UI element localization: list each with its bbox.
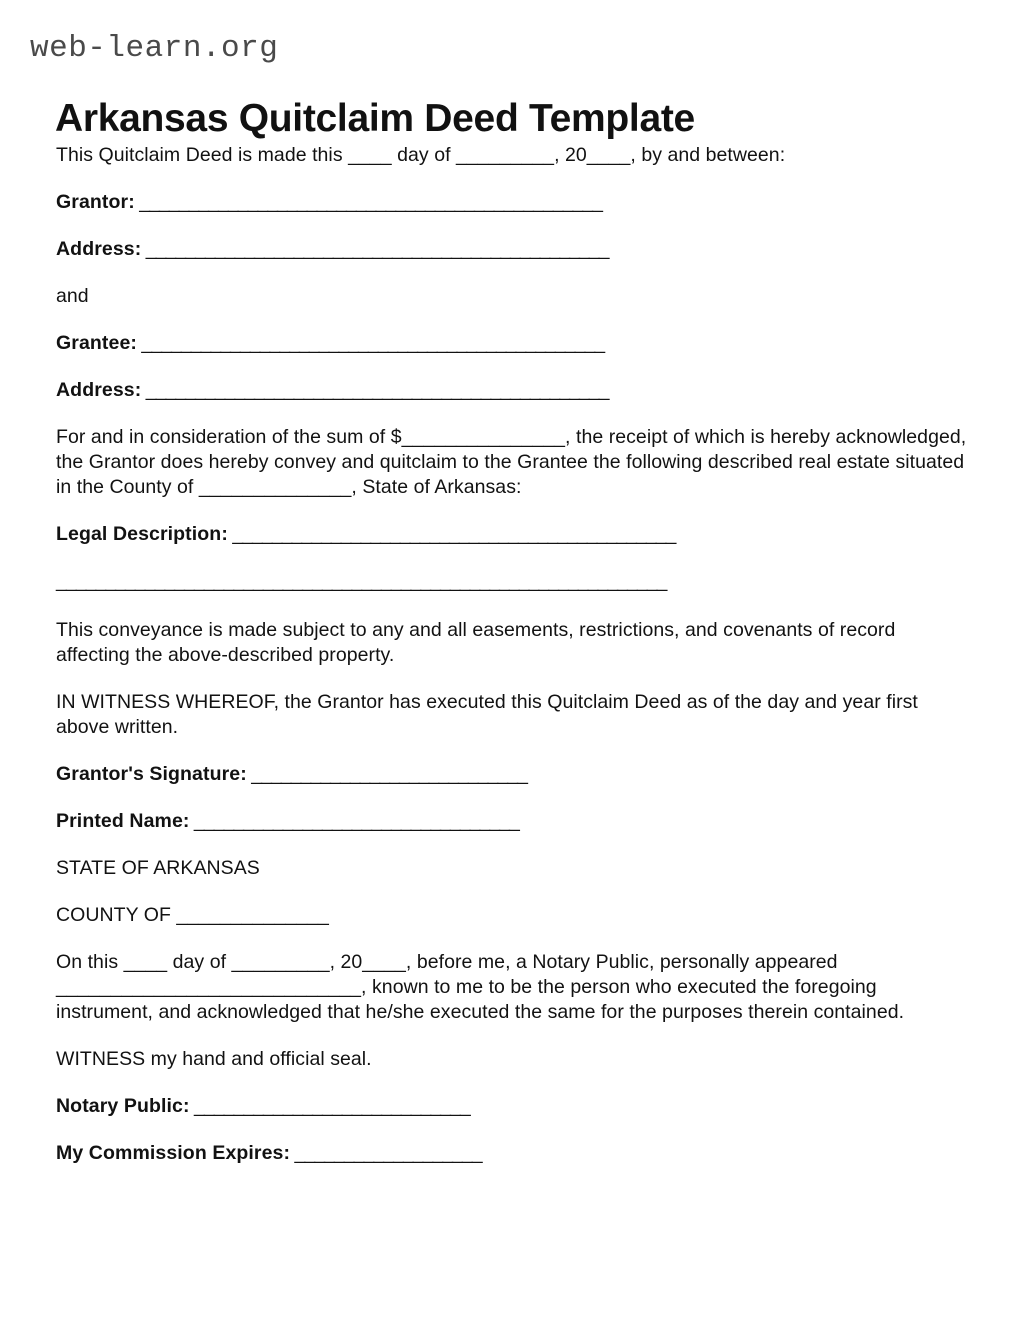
notary-public-label: Notary Public: — [56, 1095, 190, 1117]
grantee-address-field — [56, 378, 974, 403]
state-of-arkansas-line: STATE OF ARKANSAS — [56, 857, 260, 879]
grantor-blank-rule: _______________________________________________ — [134, 191, 602, 213]
grantor-address-blank-rule: _______________________________________________ — [141, 238, 609, 260]
legal-description-label: Legal Description: — [56, 523, 228, 545]
legal-description-blank-rule: _____________________________________________ — [227, 523, 676, 545]
grantor-address-label: Address: — [56, 238, 142, 260]
document-body — [56, 143, 974, 1188]
printed-name-label: Printed Name: — [56, 810, 190, 832]
legal-description-continuation-rule: ______________________________________________________________ — [56, 570, 667, 592]
page-title: Arkansas Quitclaim Deed Template — [55, 97, 695, 141]
notary-acknowledgement-paragraph: On this ____ day of _________, 20____, before me, a Notary Public, personally appeared ____________________________, known to me to be the person who executed the foregoing instrument, and acknowledged that he/she executed the same for the purposes therein contained. — [56, 951, 905, 1023]
grantor-field — [56, 190, 974, 215]
easements-paragraph: This conveyance is made subject to any and all easements, restrictions, and covenants of record affecting the above-described property. — [56, 619, 896, 666]
witness-whereof-paragraph: IN WITNESS WHEREOF, the Grantor has executed this Quitclaim Deed as of the day and year first above written. — [56, 691, 918, 738]
commission-expires-blank-rule: ___________________ — [290, 1142, 482, 1164]
printed-name-blank-rule: _________________________________ — [189, 810, 519, 832]
grantor-signature-label: Grantor's Signature: — [56, 763, 247, 785]
site-watermark: web-learn.org — [30, 31, 279, 66]
witness-seal-line: WITNESS my hand and official seal. — [56, 1048, 372, 1070]
county-of-line: COUNTY OF ______________ — [56, 904, 329, 926]
commission-expires-field — [56, 1141, 974, 1166]
grantee-field — [56, 331, 974, 356]
grantor-label: Grantor: — [56, 191, 135, 213]
grantee-address-label: Address: — [56, 379, 142, 401]
grantor-signature-blank-rule: ____________________________ — [246, 763, 527, 785]
grantor-address-field — [56, 237, 974, 262]
grantor-signature-field — [56, 762, 974, 787]
and-connector: and — [56, 285, 89, 307]
grantee-address-blank-rule: _______________________________________________ — [141, 379, 609, 401]
legal-description-field — [56, 522, 974, 547]
notary-public-blank-rule: ____________________________ — [189, 1095, 470, 1117]
commission-expires-label: My Commission Expires: — [56, 1142, 291, 1164]
printed-name-field — [56, 809, 974, 834]
consideration-paragraph: For and in consideration of the sum of $_______________, the receipt of which is hereby acknowledged, the Grantor does hereby convey and quitclaim to the Grantee the following described real estate situated in the County of ______________, State of Arkansas: — [56, 426, 967, 498]
notary-public-field — [56, 1094, 974, 1119]
grantee-blank-rule: _______________________________________________ — [137, 332, 605, 354]
grantee-label: Grantee: — [56, 332, 137, 354]
intro-paragraph: This Quitclaim Deed is made this ____ day of _________, 20____, by and between: — [56, 144, 786, 166]
